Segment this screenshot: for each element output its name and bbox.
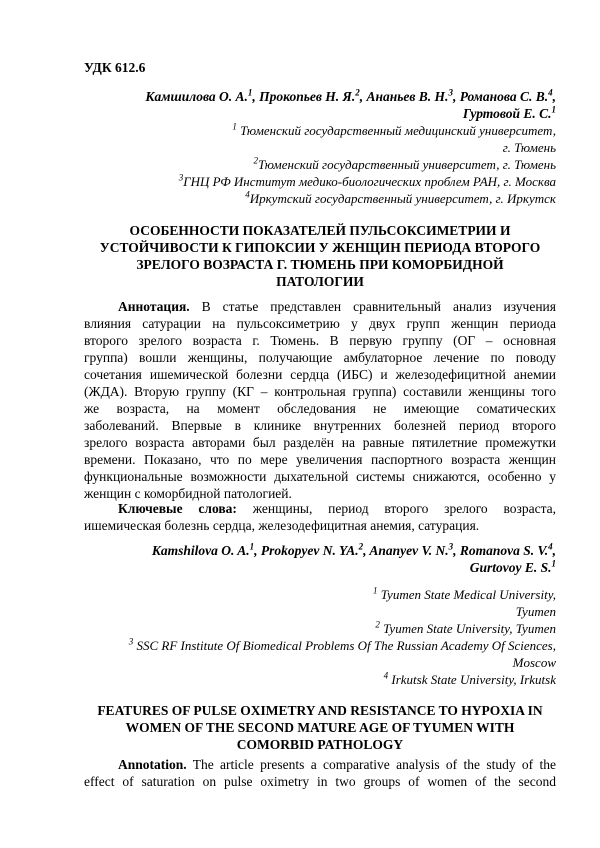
text-run: Kamshilova O. A. [151, 543, 250, 558]
text-run: SSC RF Institute Of Biomedical Problems Of The Russian Academy Of Sciences, [133, 638, 556, 653]
paragraph-line [84, 315, 556, 332]
paragraph-line [84, 400, 556, 417]
paragraph-line [84, 517, 556, 534]
paragraph-line [84, 298, 556, 315]
paragraph-lead: Ключевые слова: [118, 501, 237, 516]
paragraph-text: The article presents a comparative analysis of the study of the [186, 757, 556, 772]
paragraph-line [84, 773, 556, 790]
affiliations-en-line [84, 603, 556, 620]
footnote-marker: 2 [253, 155, 258, 166]
authors-en [84, 542, 556, 576]
title-line: WOMEN OF THE SECOND MATURE AGE OF TYUMEN WITH [125, 720, 515, 735]
paragraph-line [84, 451, 556, 468]
footnote-marker: 1 [551, 104, 556, 115]
text-run: , Прокопьев Н. Я. [252, 89, 356, 104]
authors-ru-line [84, 88, 556, 105]
text-run: г. Тюмень [502, 140, 556, 155]
paragraph-text: женщин с коморбидной патологией. [84, 486, 292, 501]
abstract-en [84, 756, 556, 790]
text-run: Gurtovoy E. S. [469, 560, 552, 575]
paragraph-text: времени. Показано, что по мере увеличения паспортного возраста женщин [84, 452, 556, 467]
authors-en-line [84, 542, 556, 559]
footnote-marker: 3 [178, 172, 184, 183]
text-run: Tyumen [515, 604, 556, 619]
paragraph-text: группа) вошли женщины, получающие амбулаторное лечение по поводу [84, 350, 556, 365]
footnote-marker: 1 [551, 558, 556, 569]
title-line: ОСОБЕННОСТИ ПОКАЗАТЕЛЕЙ ПУЛЬСОКСИМЕТРИИ И [129, 223, 511, 238]
affiliations-en-line [84, 637, 556, 654]
paragraph-text: (ЖДА). Вторую группу (КГ – контрольная группа) составили женщины того [84, 384, 556, 399]
title-en [84, 702, 556, 753]
paragraph-line [84, 366, 556, 383]
text-run: , Prokopyev N. YA. [254, 543, 359, 558]
authors-ru [84, 88, 556, 122]
affiliations-ru-line [84, 173, 556, 190]
footnote-marker: 4 [548, 541, 553, 552]
footnote-marker: 4 [245, 189, 250, 200]
paragraph-line [84, 383, 556, 400]
affiliations-ru-line [84, 190, 556, 207]
footnote-marker: 2 [355, 87, 360, 98]
paragraph-lead: Annotation. [118, 757, 187, 772]
title-line: УСТОЙЧИВОСТИ К ГИПОКСИИ У ЖЕНЩИН ПЕРИОДА ВТОРОГО [99, 240, 541, 255]
affiliations-ru-line [84, 122, 556, 139]
paragraph-line [84, 417, 556, 434]
text-run: ГНЦ РФ Институт медико-биологических проблем РАН, г. Москва [183, 174, 556, 189]
footnote-marker: 1 [232, 121, 237, 132]
paragraph-text: ишемическая болезнь сердца, железодефицитная анемия, сатурация. [84, 518, 480, 533]
footnote-marker: 3 [448, 87, 453, 98]
paragraph-text: же возраста, на момент обследования не имеющие соматических [84, 401, 556, 416]
text-run: , Ананьев В. Н. [359, 89, 449, 104]
paragraph-text: В статье представлен сравнительный анализ изучения [189, 299, 556, 314]
affiliations-en [84, 586, 556, 688]
paragraph-lead: Аннотация. [118, 299, 190, 314]
paragraph-line [84, 756, 556, 773]
paragraph-text: effect of saturation on pulse oximetry in two groups of women of the second [84, 774, 556, 789]
paragraph-line [84, 332, 556, 349]
authors-ru-line [84, 105, 556, 122]
authors-en-line [84, 559, 556, 576]
keywords-ru [84, 500, 556, 534]
paragraph-text: влияния сатурации на пульсоксиметрию у двух групп женщин периода [84, 316, 556, 331]
paragraph-text: заболеваний. Впервые в клинике внутренних болезней период второго [84, 418, 556, 433]
paragraph-line [84, 500, 556, 517]
footnote-marker: 4 [548, 87, 553, 98]
footnote-marker: 2 [375, 619, 380, 630]
paragraph-text: сочетания ишемической болезни сердца (ИБС) и железодефицитной анемии [84, 367, 556, 382]
text-run: Гуртовой Е. С. [462, 106, 552, 121]
paragraph-text: функциональные возможности дыхательной системы снижаются, особенно у [84, 469, 556, 484]
affiliations-ru-line [84, 156, 556, 173]
footnote-marker: 3 [128, 636, 134, 647]
title-line: FEATURES OF PULSE OXIMETRY AND RESISTANCE TO HYPOXIA IN [97, 703, 543, 718]
footnote-marker: 1 [249, 541, 255, 552]
affiliations-ru-line [84, 139, 556, 156]
text-run: Irkutsk State University, Irkutsk [388, 672, 556, 687]
text-run: , Romanova S. V. [453, 543, 549, 558]
text-run: Тюменский государственный медицинский университет, [236, 123, 556, 138]
affiliations-en-line [84, 586, 556, 603]
text-run: , Романова С. В. [452, 89, 549, 104]
title-ru [84, 222, 556, 290]
text-run: Иркутский государственный университет, г. Иркутск [249, 191, 556, 206]
affiliations-en-line [84, 620, 556, 637]
affiliations-ru [84, 122, 556, 207]
footnote-marker: 4 [383, 670, 389, 681]
paragraph-line [84, 434, 556, 451]
paragraph-text: женщины, период второго зрелого возраста, [236, 501, 556, 516]
footnote-marker: 2 [358, 541, 364, 552]
paragraph-text: зрелого возраста авторами был разделён на равные пятилетние промежутки [84, 435, 556, 450]
affiliations-en-line [84, 671, 556, 688]
text-run: Камшилова О. А. [145, 89, 248, 104]
text-run: Tyumen State Medical University, [377, 587, 556, 602]
text-run: Tyumen State University, Tyumen [379, 621, 556, 636]
title-line: ЗРЕЛОГО ВОЗРАСТА Г. ТЮМЕНЬ ПРИ КОМОРБИДНОЙ [136, 257, 504, 272]
paragraph-line [84, 468, 556, 485]
footnote-marker: 1 [247, 87, 253, 98]
text-run: Тюменский государственный университет, г. Тюмень [258, 157, 556, 172]
footnote-marker: 1 [373, 585, 378, 596]
affiliations-en-line [84, 654, 556, 671]
text-run: , [552, 89, 556, 104]
footnote-marker: 3 [448, 541, 454, 552]
udc-code: УДК 612.6 [84, 60, 146, 75]
text-run: , Ananyev V. N. [363, 543, 449, 558]
text-run: , [552, 543, 556, 558]
abstract-ru [84, 298, 556, 502]
title-line: COMORBID PATHOLOGY [236, 737, 404, 752]
paragraph-line [84, 349, 556, 366]
title-line: ПАТОЛОГИИ [276, 274, 364, 289]
paragraph-text: второго зрелого возраста г. Тюмень. В первую группу (ОГ – основная [84, 333, 556, 348]
text-run: Moscow [512, 655, 556, 670]
